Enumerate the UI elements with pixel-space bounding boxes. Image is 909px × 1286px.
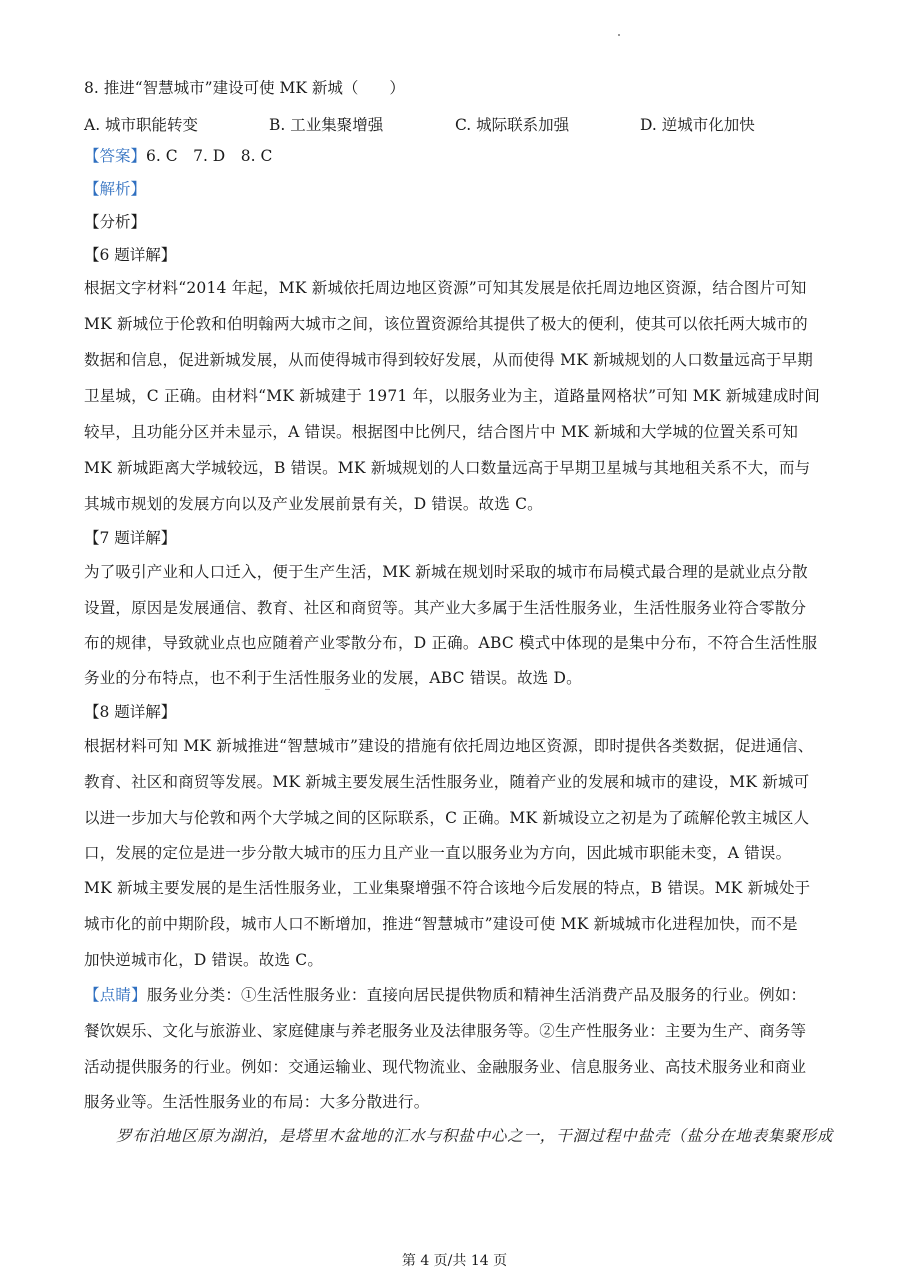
q6-line: 数据和信息，促进新城发展，从而使得城市得到较好发展，从而使得 MK 新城规划的人口数量远高于早期 xyxy=(84,351,813,369)
q7-line: 布的规律，导致就业点也应随着产业零散分布，D 正确。ABC 模式中体现的是集中分布，不符合生活性服 xyxy=(84,634,818,652)
q6-line: 卫星城，C 正确。由材料“MK 新城建于 1971 年，以服务业为主，道路量网格状”可知 MK 新城建成时间 xyxy=(84,387,820,405)
q8-line: 教育、社区和商贸等发展。MK 新城主要发展生活性服务业，随着产业的发展和城市的建设，MK 新城可 xyxy=(84,773,810,791)
question-8-options xyxy=(84,113,844,133)
dianjing-line: 餐饮娱乐、文化与旅游业、家庭健康与养老服务业及法律服务等。②生产性服务业：主要为生产、商务等 xyxy=(84,1022,807,1040)
scan-mark xyxy=(325,689,330,690)
q6-line: 根据文字材料“2014 年起，MK 新城依托周边地区资源”可知其发展是依托周边地区资源，结合图片可知 xyxy=(84,279,807,297)
option-a: A. 城市职能转变 xyxy=(84,116,199,134)
analysis-label: 【解析】 xyxy=(84,180,147,198)
answer-label: 【答案】 xyxy=(84,147,147,165)
fenxi-label: 【分析】 xyxy=(84,213,147,231)
option-b: B. 工业集聚增强 xyxy=(269,116,384,134)
question-8-stem: 8. 推进“智慧城市”建设可使 MK 新城（ ） xyxy=(84,79,405,97)
q6-title: 【6 题详解】 xyxy=(84,246,177,264)
option-d: D. 逆城市化加快 xyxy=(640,116,755,134)
q6-line: MK 新城位于伦敦和伯明翰两大城市之间，该位置资源给其提供了极大的便利，使其可以依托两大城市的 xyxy=(84,315,808,333)
dianjing-line: 活动提供服务的行业。例如：交通运输业、现代物流业、金融服务业、信息服务业、高技术服务业和商业 xyxy=(84,1058,807,1076)
q8-line: 加快逆城市化，D 错误。故选 C。 xyxy=(84,951,324,969)
q8-line: 根据材料可知 MK 新城推进“智慧城市”建设的措施有依托周边地区资源，即时提供各类数据，促进通信、 xyxy=(84,737,814,755)
answer-line xyxy=(84,146,272,166)
option-c: C. 城际联系加强 xyxy=(455,116,570,134)
q7-line: 务业的分布特点，也不利于生活性服务业的发展，ABC 错误。故选 D。 xyxy=(84,669,582,687)
q7-line: 为了吸引产业和人口迁入，便于生产生活，MK 新城在规划时采取的城市布局模式最合理的是就业点分散 xyxy=(84,563,808,581)
scan-dot xyxy=(618,34,620,36)
answer-value: 6. C 7. D 8. C xyxy=(146,147,273,165)
page-footer: 第 4 页/共 14 页 xyxy=(401,1253,508,1269)
q6-line: 其城市规划的发展方向以及产业发展前景有关，D 错误。故选 C。 xyxy=(84,495,543,513)
next-passage: 罗布泊地区原为湖泊，是塔里木盆地的汇水与积盐中心之一，干涸过程中盐壳（盐分在地表集聚形成 xyxy=(116,1127,834,1145)
dianjing-line xyxy=(84,985,806,1005)
q8-line: 口，发展的定位是进一步分散大城市的压力且产业一直以服务业为方向，因此城市职能未变，A 错误。 xyxy=(84,844,792,862)
dianjing-label: 【点睛】 xyxy=(84,986,147,1004)
q6-line: MK 新城距离大学城较远，B 错误。MK 新城规划的人口数量远高于早期卫星城与其地租关系不大，而与 xyxy=(84,459,811,477)
q8-title: 【8 题详解】 xyxy=(84,703,177,721)
q8-line: MK 新城主要发展的是生活性服务业，工业集聚增强不符合该地今后发展的特点，B 错误。MK 新城处于 xyxy=(84,879,811,897)
dianjing-line: 服务业等。生活性服务业的布局：大多分散进行。 xyxy=(84,1093,430,1111)
q8-line: 以进一步加大与伦敦和两个大学城之间的区际联系，C 正确。MK 新城设立之初是为了疏解伦敦主城区人 xyxy=(84,809,810,827)
q7-line: 设置，原因是发展通信、教育、社区和商贸等。其产业大多属于生活性服务业，生活性服务业符合零散分 xyxy=(84,599,807,617)
q6-line: 较早，且功能分区并未显示，A 错误。根据图中比例尺，结合图片中 MK 新城和大学城的位置关系可知 xyxy=(84,423,799,441)
dianjing-text: 服务业分类：①生活性服务业：直接向居民提供物质和精神生活消费产品及服务的行业。例如： xyxy=(146,986,807,1004)
q7-title: 【7 题详解】 xyxy=(84,529,177,547)
q8-line: 城市化的前中期阶段，城市人口不断增加，推进“智慧城市”建设可使 MK 新城城市化进程加快，而不是 xyxy=(84,915,798,933)
